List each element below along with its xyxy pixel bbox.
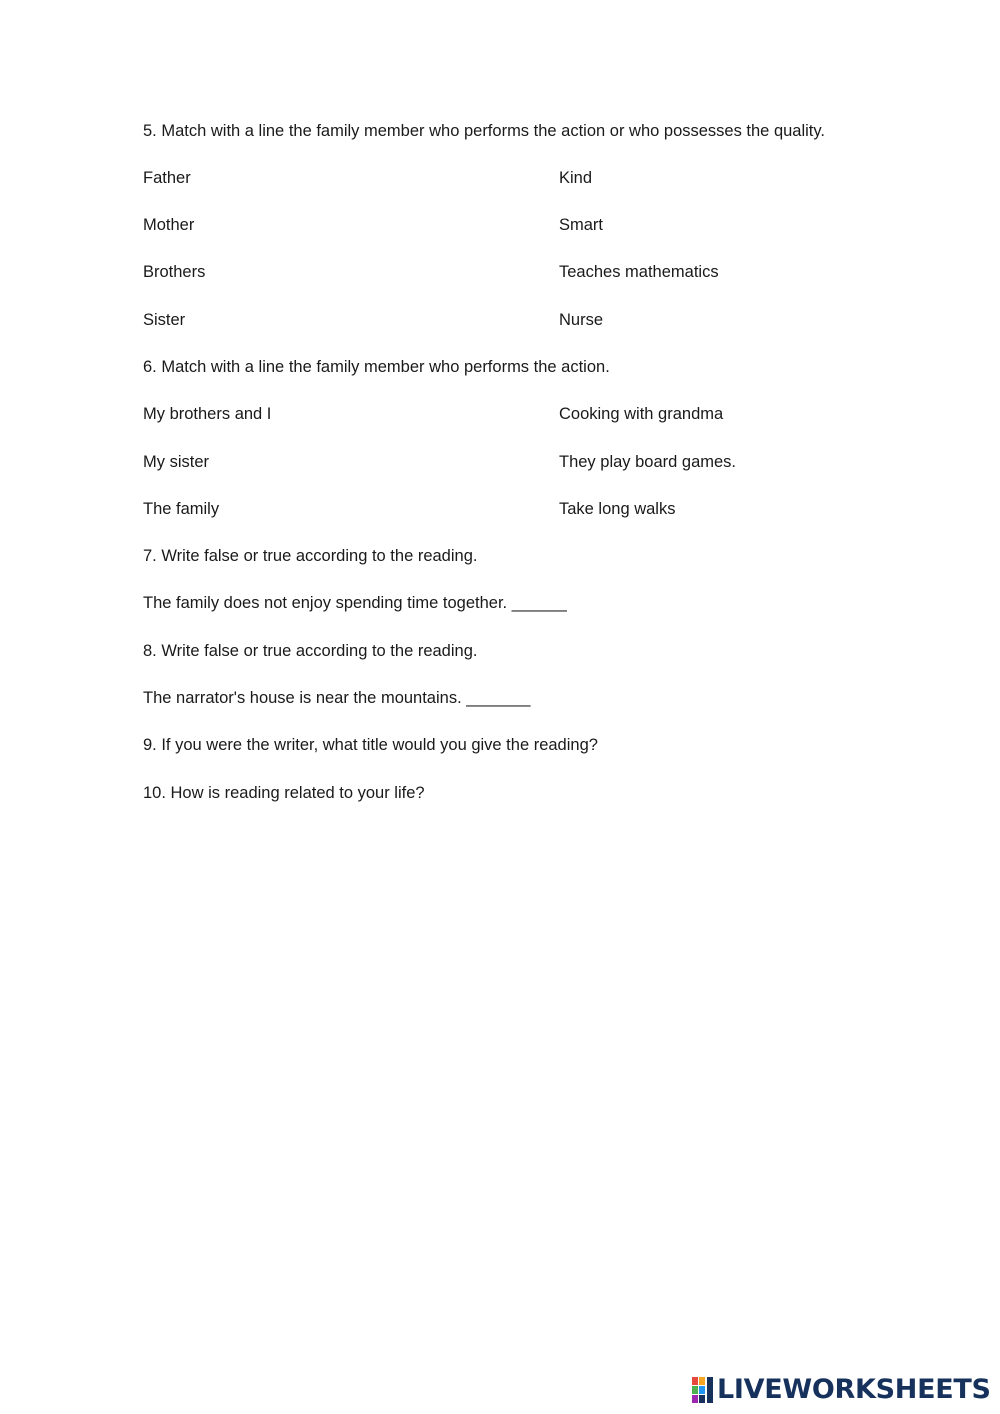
q5-right-item-kind: Kind: [559, 169, 593, 187]
liveworksheets-logo-icon: [692, 1377, 714, 1403]
liveworksheets-logo: [692, 1374, 991, 1406]
q5-right-item-smart: Smart: [559, 216, 604, 234]
q6-right-item-long-walks: Take long walks: [559, 500, 676, 518]
q5-left-item-mother: Mother: [143, 216, 195, 234]
q5-left-item-brothers: Brothers: [143, 263, 206, 281]
q6-left-item-family: The family: [143, 500, 220, 518]
q6-prompt: 6. Match with a line the family member who performs the action.: [143, 358, 610, 376]
q10-prompt: 10. How is reading related to your life?: [143, 784, 425, 802]
liveworksheets-logo-text: LIVEWORKSHEETS: [717, 1374, 991, 1405]
q5-right-item-teaches-mathematics: Teaches mathematics: [559, 263, 719, 281]
q5-prompt: 5. Match with a line the family member who performs the action or who possesses the quality.: [143, 122, 826, 140]
q8-prompt: 8. Write false or true according to the reading.: [143, 642, 478, 660]
q6-left-item-sister: My sister: [143, 453, 209, 471]
q6-right-item-board-games: They play board games.: [559, 453, 737, 471]
q9-prompt: 9. If you were the writer, what title would you give the reading?: [143, 736, 598, 754]
q7-prompt: 7. Write false or true according to the reading.: [143, 547, 478, 565]
q6-right-item-cooking: Cooking with grandma: [559, 405, 724, 423]
q5-right-item-nurse: Nurse: [559, 311, 604, 329]
q6-left-item-brothers-and-i: My brothers and I: [143, 405, 272, 423]
q5-left-item-sister: Sister: [143, 311, 186, 329]
q7-statement: The family does not enjoy spending time together. ______: [143, 594, 567, 612]
q5-left-item-father: Father: [143, 169, 191, 187]
q8-statement: The narrator's house is near the mountains. _______: [143, 689, 531, 707]
